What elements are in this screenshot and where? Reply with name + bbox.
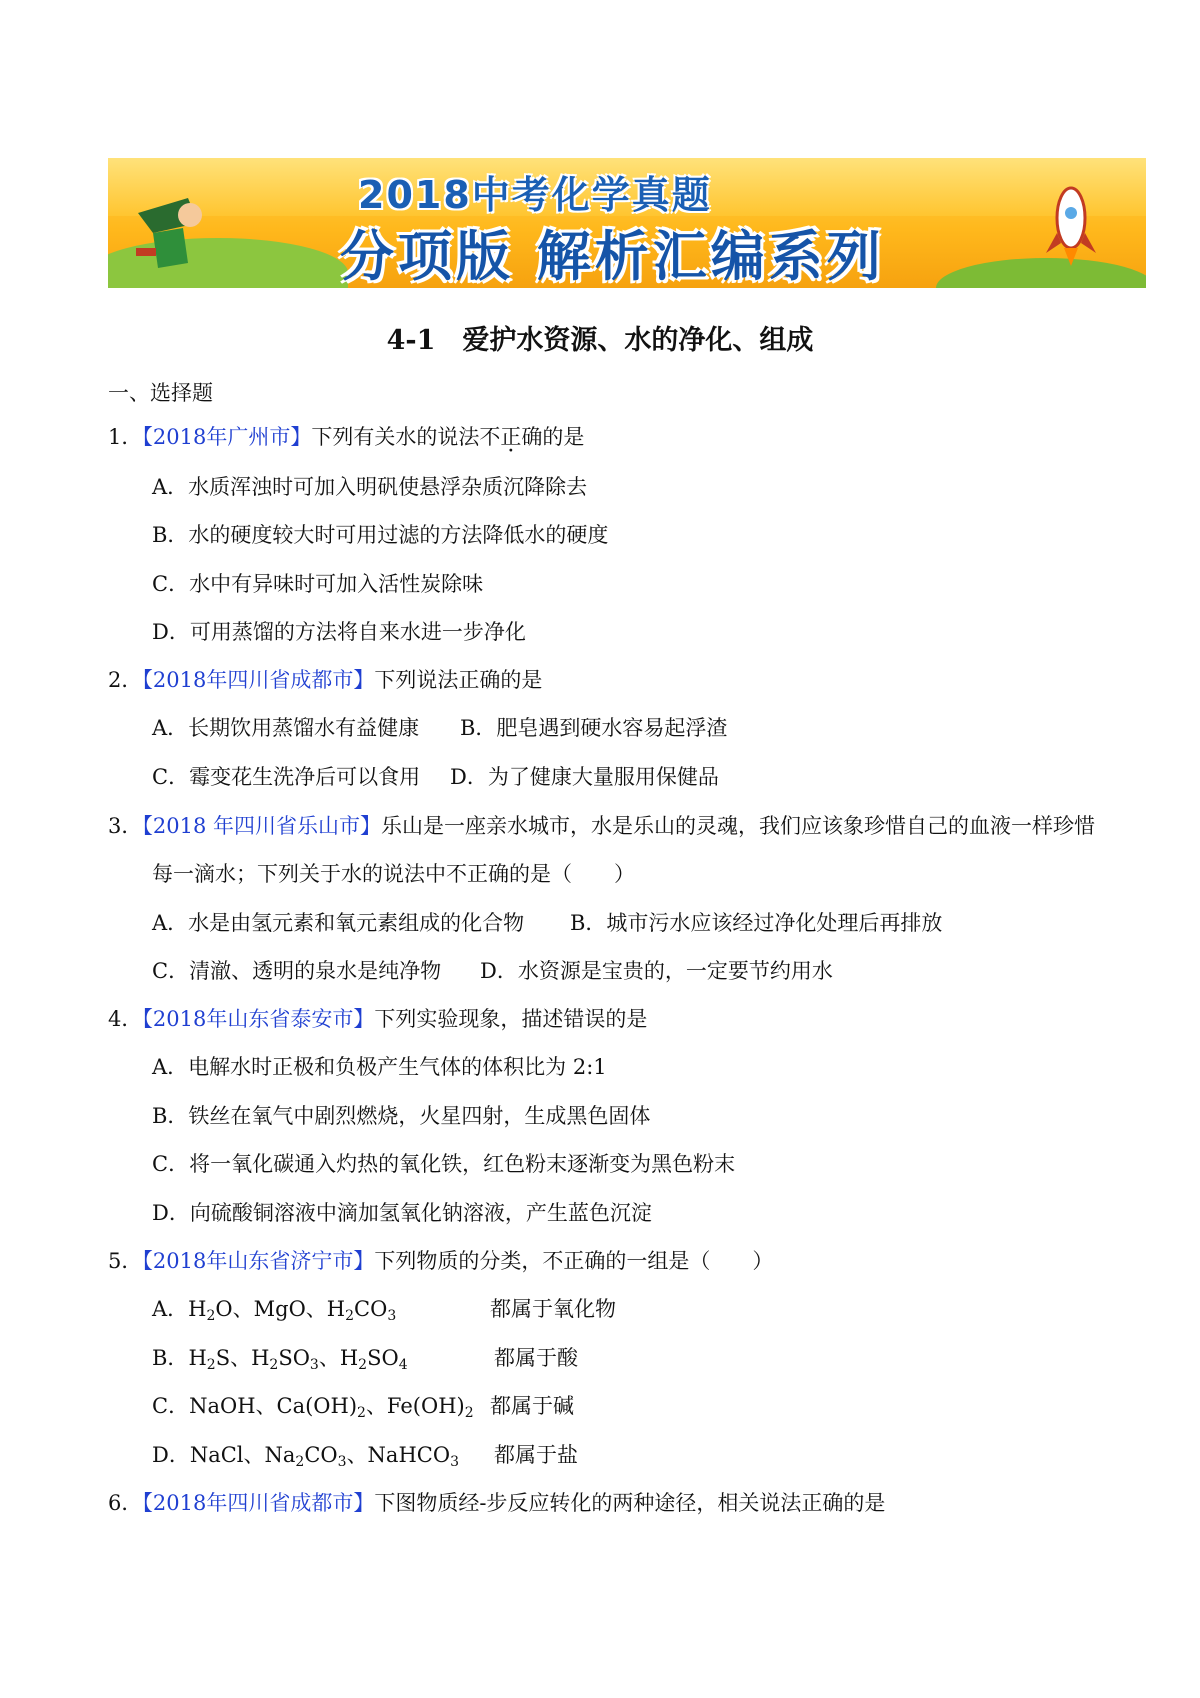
q4-option-d: D．向硫酸铜溶液中滴加氢氧化钠溶液，产生蓝色沉淀 [152, 1201, 652, 1225]
question-stem: 下列物质的分类，不正确的一组是（ ） [374, 1249, 774, 1273]
q5-option-d-class: 都属于盐 [494, 1443, 578, 1467]
q1-option-b: B．水的硬度较大时可用过滤的方法降低水的硬度 [152, 523, 609, 547]
question-stem: 下列有关水的说法 [311, 425, 480, 449]
question-stem: 乐山是一座亲水城市，水是乐山的灵魂，我们应该象珍惜自己的血液一样珍惜 [381, 814, 1095, 838]
q5-option-c: C．NaOH、$Ca(OH)_2$、$Fe(OH)_2$ [152, 1394, 474, 1421]
question-1 [108, 422, 584, 452]
emphasis-text: 不正确 [479, 425, 543, 449]
question-source: 【2018年山东省泰安市】 [142, 1007, 375, 1031]
header-banner [108, 158, 1146, 288]
q1-option-c: C．水中有异味时可加入活性炭除味 [152, 572, 484, 596]
question-stem: 下列实验现象，描述错误的是 [374, 1007, 648, 1031]
section-heading: 一、选择题 [108, 381, 213, 405]
q2-option-c: C．霉变花生洗净后可以食用 [152, 765, 421, 789]
q5-option-d: D．NaCl、$Na_2CO_3$、NaHCO$_3$ [152, 1443, 459, 1470]
question-number: 1． [108, 425, 143, 449]
question-stem-end: 的是 [542, 425, 585, 449]
question-stem: 下列说法正确的是 [374, 668, 543, 692]
q2-option-b: B．肥皂遇到硬水容易起浮渣 [460, 716, 728, 740]
q5-option-a: A．$H_2O$、MgO、$H_2CO_3$ [152, 1297, 397, 1324]
q3-option-d: D．水资源是宝贵的，一定要节约用水 [480, 959, 833, 983]
page-title: 4-1 爱护水资源、水的净化、组成 [386, 325, 814, 356]
question-number: 3． [108, 814, 143, 838]
question-5 [108, 1246, 773, 1276]
question-stem: 下图物质经-步反应转化的两种途径，相关说法正确的是 [374, 1491, 886, 1515]
question-source: 【2018年广州市】 [142, 425, 312, 449]
question-source: 【2018年四川省成都市】 [142, 1491, 375, 1515]
question-3 [108, 811, 1095, 841]
q3-option-b: B．城市污水应该经过净化处理后再排放 [570, 911, 943, 935]
q5-option-c-class: 都属于碱 [490, 1394, 574, 1418]
jumping-person-icon [128, 193, 218, 273]
q5-option-b: B．$H_2S$、$H_2SO_3$、$H_2SO_4$ [152, 1346, 408, 1373]
q2-option-d: D．为了健康大量服用保健品 [450, 765, 719, 789]
question-number: 6． [108, 1491, 143, 1515]
question-source: 【2018年四川省成都市】 [142, 668, 375, 692]
q4-option-b: B．铁丝在氧气中剧烈燃烧，火星四射，生成黑色固体 [152, 1104, 651, 1128]
q5-option-a-class: 都属于氧化物 [490, 1297, 616, 1321]
q3-option-a: A．水是由氢元素和氧元素组成的化合物 [152, 911, 525, 935]
question-6 [108, 1488, 885, 1518]
question-number: 4． [108, 1007, 143, 1031]
q1-option-a: A．水质浑浊时可加入明矾使悬浮杂质沉降除去 [152, 475, 588, 499]
question-3-stem-cont: 每一滴水；下列关于水的说法中不正确的是（ ） [152, 862, 635, 886]
question-2 [108, 665, 542, 695]
question-number: 5． [108, 1249, 143, 1273]
question-4 [108, 1004, 647, 1034]
q4-option-a: A．电解水时正极和负极产生气体的体积比为 2:1 [152, 1055, 607, 1079]
rocket-icon [1036, 178, 1106, 268]
q3-option-c: C．清澈、透明的泉水是纯净物 [152, 959, 442, 983]
question-source: 【2018 年四川省乐山市】 [142, 814, 381, 838]
q4-option-c: C．将一氧化碳通入灼热的氧化铁，红色粉末逐渐变为黑色粉末 [152, 1152, 736, 1176]
question-number: 2． [108, 668, 143, 692]
q5-option-b-class: 都属于酸 [494, 1346, 578, 1370]
question-source: 【2018年山东省济宁市】 [142, 1249, 375, 1273]
q2-option-a: A．长期饮用蒸馏水有益健康 [152, 716, 420, 740]
banner-title-line2: 分项版 解析汇编系列 [340, 225, 885, 288]
banner-title-line1: 2018中考化学真题 [358, 173, 712, 217]
q1-option-d: D．可用蒸馏的方法将自来水进一步净化 [152, 620, 526, 644]
